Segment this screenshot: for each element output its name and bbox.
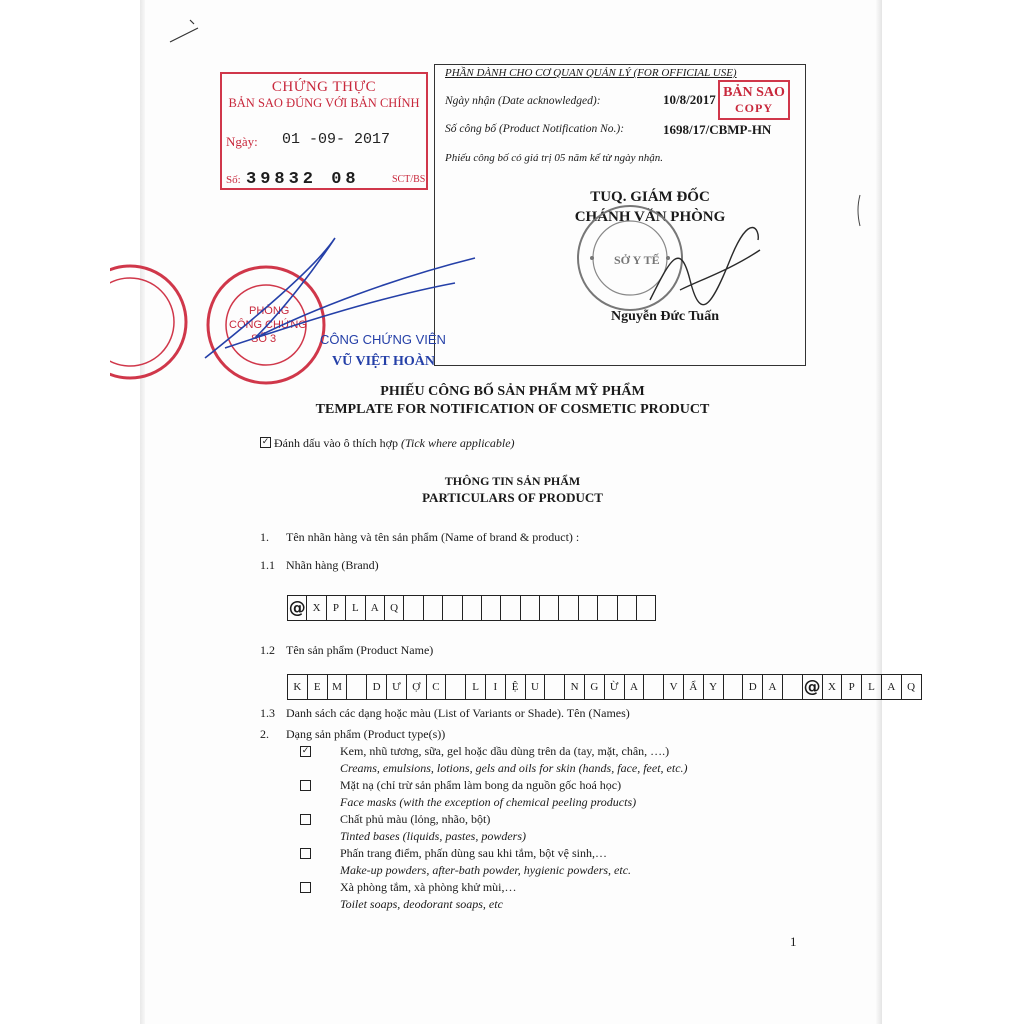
product-cell: L [465, 674, 486, 700]
product-type-en: Tinted bases (liquids, pastes, powders) [340, 829, 527, 843]
notary-seal-line3: SỐ 3 [251, 333, 277, 345]
cert-title: CHỨNG THỰC [271, 79, 377, 95]
product-cell: Q [901, 674, 922, 700]
brand-cell [520, 595, 540, 621]
product-cell: Ừ [604, 674, 625, 700]
brand-cell: A [365, 595, 385, 621]
item-1-2-number: 1.2 [260, 643, 275, 657]
product-cell: N [564, 674, 585, 700]
product-cell: Y [703, 674, 724, 700]
brand-cell [442, 595, 462, 621]
brand-cell [597, 595, 617, 621]
page-number: 1 [790, 934, 797, 949]
item-1-1-text: Nhãn hàng (Brand) [286, 558, 379, 572]
title-english: TEMPLATE FOR NOTIFICATION OF COSMETIC PRODUCT [315, 402, 710, 417]
product-type-en: Creams, emulsions, lotions, gels and oils for skin (hands, face, feet, etc.) [340, 761, 688, 775]
product-cell [643, 674, 664, 700]
product-cell: E [307, 674, 328, 700]
product-cell: A [881, 674, 902, 700]
item-2-text: Dạng sản phẩm (Product type(s)) [286, 727, 446, 741]
partial-notary-seal [110, 262, 190, 382]
product-cell: Ợ [406, 674, 427, 700]
brand-cell: @ [287, 595, 307, 621]
product-cell [445, 674, 466, 700]
product-cell: C [426, 674, 447, 700]
certification-stamp [220, 72, 428, 190]
checked-box-icon: ✓ [261, 437, 270, 447]
empty-checkbox-icon [300, 780, 311, 791]
product-cell: K [287, 674, 308, 700]
brand-cell [558, 595, 578, 621]
brand-cell [481, 595, 501, 621]
empty-checkbox-icon [300, 848, 311, 859]
product-cell: Ẩ [683, 674, 704, 700]
product-cell: I [485, 674, 506, 700]
copy-stamp [718, 80, 790, 120]
cert-number-label: Số: [226, 174, 241, 186]
official-signature [640, 220, 770, 320]
notary-name: VŨ VIỆT HOÀN [332, 354, 435, 369]
checked-box-icon: ✓ [301, 746, 310, 756]
product-cell: A [762, 674, 783, 700]
product-cell [723, 674, 744, 700]
item-1-number: 1. [260, 530, 269, 544]
product-cell [782, 674, 803, 700]
empty-checkbox-icon [300, 882, 311, 893]
product-cell: X [822, 674, 843, 700]
brand-name-cells [288, 595, 656, 621]
notif-no-label: Số công bố (Product Notification No.): [445, 123, 625, 135]
product-cell [544, 674, 565, 700]
notary-signature [195, 228, 485, 368]
cert-suffix: SCT/BS [392, 174, 426, 185]
copy-stamp-line2: COPY [735, 101, 773, 115]
cert-subtitle: BẢN SAO ĐÚNG VỚI BẢN CHÍNH [228, 96, 420, 110]
scan-mark [160, 10, 210, 50]
product-cell: @ [802, 674, 823, 700]
product-cell: Ư [386, 674, 407, 700]
section-heading-en: PARTICULARS OF PRODUCT [422, 490, 603, 505]
brand-cell [462, 595, 482, 621]
brand-cell: Q [384, 595, 404, 621]
product-cell: G [584, 674, 605, 700]
item-1-3-text: Danh sách các dạng hoặc màu (List of Variants or Shade). Tên (Names) [286, 706, 630, 720]
product-cell: P [841, 674, 862, 700]
product-name-cells [288, 674, 922, 700]
product-type-en: Toilet soaps, deodorant soaps, etc [340, 897, 503, 911]
official-heading: PHẦN DÀNH CHO CƠ QUAN QUẢN LÝ (FOR OFFICIAL USE) [445, 67, 737, 79]
date-ack-label: Ngày nhận (Date acknowledged): [445, 95, 601, 107]
product-cell: D [366, 674, 387, 700]
cert-date-label: Ngày: [226, 134, 258, 149]
title-vietnamese: PHIẾU CÔNG BỐ SẢN PHẨM MỸ PHẨM [380, 384, 645, 399]
brand-cell [500, 595, 520, 621]
product-cell: M [327, 674, 348, 700]
item-1-2-text: Tên sản phẩm (Product Name) [286, 643, 434, 657]
brand-cell [636, 595, 656, 621]
product-cell: Ệ [505, 674, 526, 700]
section-heading-vn: THÔNG TIN SẢN PHẨM [444, 474, 581, 488]
item-1-text: Tên nhãn hàng và tên sản phẩm (Name of brand & product) : [286, 530, 580, 544]
cert-number-value: 39832 08 [246, 170, 360, 189]
brand-cell [423, 595, 443, 621]
product-type-vn: Chất phủ màu (lỏng, nhão, bột) [340, 812, 491, 826]
copy-stamp-line1: BẢN SAO [723, 85, 785, 100]
notary-seal-line2: CÔNG CHỨNG [229, 319, 307, 331]
product-type-vn: Kem, nhũ tương, sữa, gel hoặc dầu dùng trên da (tay, mặt, chân, ….) [340, 744, 670, 758]
item-2-number: 2. [260, 727, 269, 741]
product-type-en: Make-up powders, after-bath powder, hygienic powders, etc. [340, 863, 632, 877]
tick-note [274, 436, 515, 451]
validity-note: Phiếu công bố có giá trị 05 năm kể từ ngày nhận. [445, 152, 664, 164]
date-ack-value: 10/8/2017 [663, 92, 716, 107]
product-cell: V [663, 674, 684, 700]
sign-title-2: CHÁNH VĂN PHÒNG [574, 209, 726, 225]
product-cell: U [525, 674, 546, 700]
brand-cell [403, 595, 423, 621]
product-cell: A [624, 674, 645, 700]
empty-checkbox-icon [300, 814, 311, 825]
sign-title-1: TUQ. GIÁM ĐỐC [590, 189, 710, 205]
brand-cell [617, 595, 637, 621]
tick-note-en: (Tick where applicable) [400, 436, 515, 450]
notary-role: CÔNG CHỨNG VIÊN [320, 332, 446, 347]
item-1-1-number: 1.1 [260, 558, 275, 572]
product-type-vn: Phấn trang điểm, phấn dùng sau khi tắm, bột vệ sinh,… [340, 846, 607, 860]
notary-seal-line1: PHÒNG [249, 305, 290, 317]
product-cell: L [861, 674, 882, 700]
brand-cell [539, 595, 559, 621]
brand-cell [578, 595, 598, 621]
item-1-3-number: 1.3 [260, 706, 275, 720]
product-type-en: Face masks (with the exception of chemical peeling products) [340, 795, 637, 809]
product-cell: D [742, 674, 763, 700]
product-type-vn: Xà phòng tắm, xà phòng khử mùi,… [340, 880, 517, 894]
product-type-vn: Mặt nạ (chỉ trừ sản phẩm làm bong da nguồn gốc hoá học) [340, 778, 622, 792]
page-edge-right [876, 0, 882, 1024]
cert-date-value: 01 -09- 2017 [282, 131, 391, 148]
tick-note-vn: Đánh dấu vào ô thích hợp [274, 436, 398, 450]
signer-name: Nguyễn Đức Tuấn [611, 309, 719, 324]
brand-cell: L [345, 595, 365, 621]
scan-mark-right [850, 190, 870, 230]
seal-center-text: SỞ Y TẾ [614, 253, 660, 267]
notif-no-value: 1698/17/CBMP-HN [663, 122, 772, 137]
product-cell [346, 674, 367, 700]
brand-cell: P [326, 595, 346, 621]
brand-cell: X [306, 595, 326, 621]
